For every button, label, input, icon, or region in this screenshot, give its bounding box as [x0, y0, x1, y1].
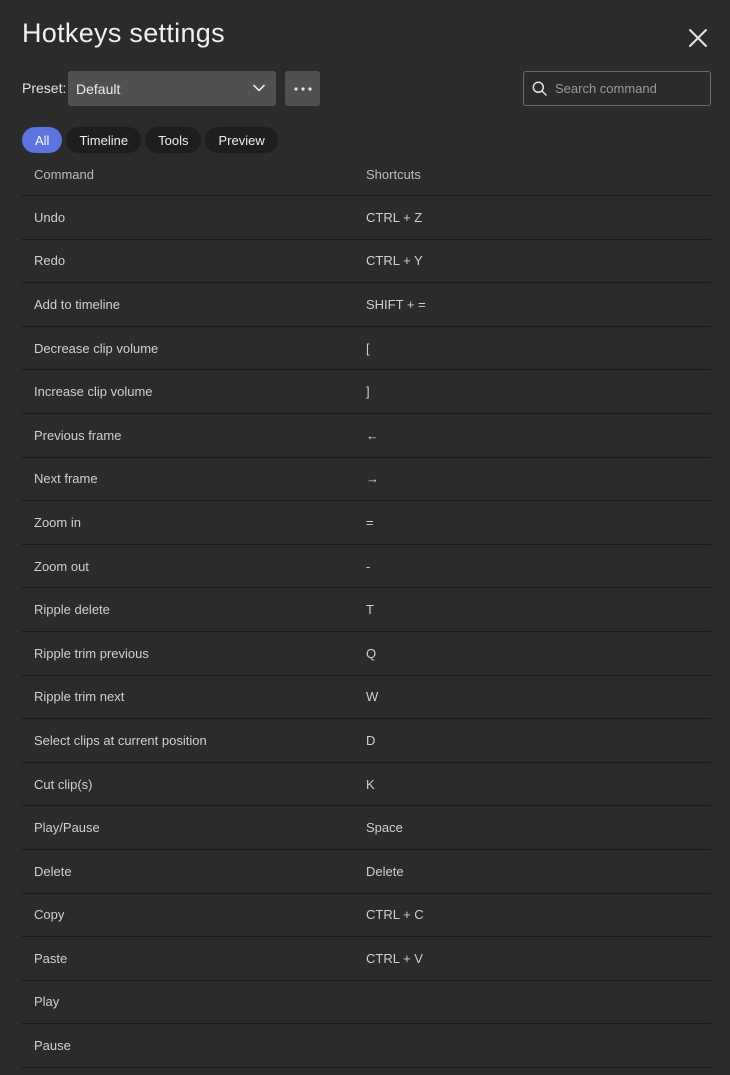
command-name: Ripple trim previous	[34, 645, 149, 661]
search-input[interactable]	[555, 81, 695, 96]
column-header-shortcuts: Shortcuts	[366, 166, 421, 182]
shortcut-keys[interactable]: Space	[366, 820, 403, 836]
table-row[interactable]	[22, 806, 711, 850]
shortcut-keys[interactable]: W	[366, 689, 379, 705]
tab-timeline[interactable]: Timeline	[66, 127, 141, 153]
shortcut-keys[interactable]: D	[366, 732, 376, 748]
preset-value: Default	[76, 80, 121, 97]
table-header	[22, 153, 711, 196]
command-name: Ripple trim next	[34, 689, 125, 705]
page-title: Hotkeys settings	[22, 18, 225, 48]
shortcut-keys[interactable]: SHIFT + =	[366, 296, 426, 312]
shortcut-keys[interactable]: CTRL + Z	[366, 209, 423, 225]
tab-tools[interactable]: Tools	[145, 127, 201, 153]
command-name: Decrease clip volume	[34, 340, 159, 356]
command-name: Play/Pause	[34, 820, 100, 836]
table-row[interactable]	[22, 937, 711, 981]
chevron-down-icon	[252, 81, 266, 95]
shortcut-keys[interactable]: CTRL + Y	[366, 253, 423, 269]
command-name: Increase clip volume	[34, 384, 153, 400]
command-name: Pause	[34, 1038, 71, 1054]
table-row[interactable]	[22, 545, 711, 589]
preset-label: Preset:	[22, 80, 67, 96]
command-name: Zoom out	[34, 558, 89, 574]
hotkeys-table	[22, 153, 711, 1068]
table-row[interactable]	[22, 894, 711, 938]
table-row[interactable]	[22, 763, 711, 807]
table-row[interactable]	[22, 283, 711, 327]
preset-more-button[interactable]	[285, 71, 320, 106]
table-row[interactable]	[22, 327, 711, 371]
table-row[interactable]	[22, 676, 711, 720]
table-row[interactable]	[22, 1024, 711, 1068]
table-row[interactable]	[22, 370, 711, 414]
tab-preview[interactable]: Preview	[205, 127, 277, 153]
command-name: Play	[34, 994, 60, 1010]
table-row[interactable]	[22, 719, 711, 763]
tab-all[interactable]: All	[22, 127, 62, 153]
table-body	[22, 196, 711, 1068]
more-horizontal-icon	[293, 86, 313, 92]
preset-select[interactable]	[68, 71, 276, 106]
shortcut-keys[interactable]: T	[366, 602, 374, 618]
toolbar	[22, 71, 711, 106]
command-name: Next frame	[34, 471, 98, 487]
command-name: Cut clip(s)	[34, 776, 93, 792]
command-name: Redo	[34, 253, 66, 269]
close-icon	[684, 24, 712, 52]
shortcut-keys[interactable]: [	[366, 340, 370, 356]
table-row[interactable]	[22, 458, 711, 502]
command-name: Zoom in	[34, 514, 81, 530]
table-row[interactable]	[22, 196, 711, 240]
command-name: Paste	[34, 950, 68, 966]
table-row[interactable]	[22, 981, 711, 1025]
table-row[interactable]	[22, 501, 711, 545]
command-name: Undo	[34, 209, 66, 225]
shortcut-keys[interactable]: K	[366, 776, 375, 792]
command-name: Add to timeline	[34, 296, 120, 312]
shortcut-keys[interactable]: Delete	[366, 863, 404, 879]
category-tabs	[22, 127, 278, 153]
shortcut-keys[interactable]: →	[366, 471, 379, 487]
shortcut-keys[interactable]: -	[366, 558, 371, 574]
shortcut-keys[interactable]: ]	[366, 384, 370, 400]
column-header-command: Command	[34, 166, 94, 182]
shortcut-keys[interactable]: CTRL + C	[366, 907, 424, 923]
table-row[interactable]	[22, 850, 711, 894]
command-name: Delete	[34, 863, 72, 879]
search-box[interactable]	[523, 71, 711, 106]
shortcut-keys[interactable]: Q	[366, 645, 377, 661]
command-name: Select clips at current position	[34, 732, 207, 748]
table-row[interactable]	[22, 414, 711, 458]
command-name: Ripple delete	[34, 602, 110, 618]
table-row[interactable]	[22, 588, 711, 632]
shortcut-keys[interactable]: =	[366, 514, 374, 530]
shortcut-keys[interactable]: CTRL + V	[366, 950, 423, 966]
command-name: Previous frame	[34, 427, 122, 443]
command-name: Copy	[34, 907, 65, 923]
table-row[interactable]	[22, 240, 711, 284]
close-button[interactable]	[684, 24, 712, 52]
shortcut-keys[interactable]: ←	[366, 427, 379, 443]
search-icon	[532, 81, 547, 96]
table-row[interactable]	[22, 632, 711, 676]
